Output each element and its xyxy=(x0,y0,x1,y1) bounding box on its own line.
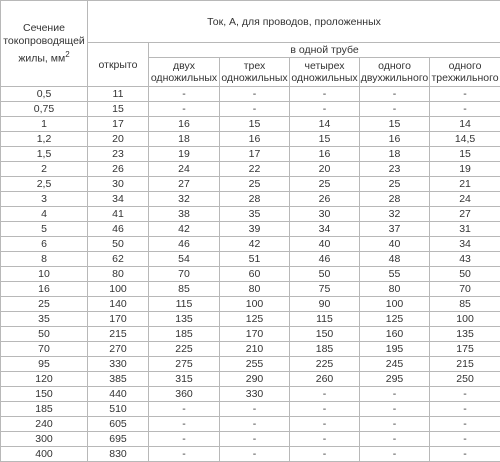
header-current: Ток, А, для проводов, проложенных xyxy=(88,1,500,43)
cell-four-single: 90 xyxy=(290,297,360,312)
cell-section: 16 xyxy=(1,282,88,297)
cell-one-two-core: 32 xyxy=(360,207,430,222)
cell-one-three-core: 19 xyxy=(430,162,500,177)
cell-one-two-core: 100 xyxy=(360,297,430,312)
cell-open: 23 xyxy=(88,147,149,162)
cell-two-single: - xyxy=(149,447,220,462)
cell-four-single: - xyxy=(290,87,360,102)
cell-two-single: 275 xyxy=(149,357,220,372)
cell-four-single: - xyxy=(290,432,360,447)
cell-three-single: - xyxy=(220,87,290,102)
cell-section: 2,5 xyxy=(1,177,88,192)
cell-two-single: - xyxy=(149,432,220,447)
cell-two-single: 115 xyxy=(149,297,220,312)
cell-section: 10 xyxy=(1,267,88,282)
cell-section: 35 xyxy=(1,312,88,327)
cell-four-single: 46 xyxy=(290,252,360,267)
cell-three-single: 25 xyxy=(220,177,290,192)
cell-section: 6 xyxy=(1,237,88,252)
table-body xyxy=(1,87,500,462)
table-row xyxy=(1,222,500,237)
cell-section: 4 xyxy=(1,207,88,222)
cell-three-single: 39 xyxy=(220,222,290,237)
cell-two-single: - xyxy=(149,87,220,102)
cell-three-single: 15 xyxy=(220,117,290,132)
table-row xyxy=(1,357,500,372)
cell-two-single: 54 xyxy=(149,252,220,267)
cell-open: 11 xyxy=(88,87,149,102)
cell-two-single: 32 xyxy=(149,192,220,207)
cell-one-two-core: - xyxy=(360,417,430,432)
cell-open: 605 xyxy=(88,417,149,432)
cell-three-single: 125 xyxy=(220,312,290,327)
cell-section: 185 xyxy=(1,402,88,417)
cell-one-two-core: 23 xyxy=(360,162,430,177)
cell-one-two-core: 195 xyxy=(360,342,430,357)
table-row xyxy=(1,327,500,342)
table-row xyxy=(1,387,500,402)
cell-one-three-core: 24 xyxy=(430,192,500,207)
cell-three-single: 17 xyxy=(220,147,290,162)
cell-two-single: 46 xyxy=(149,237,220,252)
cell-four-single: 260 xyxy=(290,372,360,387)
cell-one-two-core: 16 xyxy=(360,132,430,147)
cell-three-single: 80 xyxy=(220,282,290,297)
cell-one-three-core: 50 xyxy=(430,267,500,282)
cell-section: 2 xyxy=(1,162,88,177)
table-row xyxy=(1,267,500,282)
cell-two-single: 42 xyxy=(149,222,220,237)
cell-two-single: 16 xyxy=(149,117,220,132)
cell-three-single: 170 xyxy=(220,327,290,342)
header-in-one-pipe: в одной трубе xyxy=(149,43,500,58)
cell-one-three-core: 43 xyxy=(430,252,500,267)
cell-one-two-core: 25 xyxy=(360,177,430,192)
cell-open: 34 xyxy=(88,192,149,207)
cell-two-single: 24 xyxy=(149,162,220,177)
table-row xyxy=(1,162,500,177)
table-row xyxy=(1,282,500,297)
cell-one-three-core: 250 xyxy=(430,372,500,387)
cell-open: 46 xyxy=(88,222,149,237)
cell-one-two-core: 80 xyxy=(360,282,430,297)
cell-one-three-core: 27 xyxy=(430,207,500,222)
cell-one-two-core: 37 xyxy=(360,222,430,237)
cell-three-single: 210 xyxy=(220,342,290,357)
cell-section: 0,75 xyxy=(1,102,88,117)
cell-one-three-core: - xyxy=(430,432,500,447)
cell-open: 440 xyxy=(88,387,149,402)
cell-four-single: 225 xyxy=(290,357,360,372)
cell-one-two-core: - xyxy=(360,87,430,102)
table-row xyxy=(1,207,500,222)
cell-one-two-core: - xyxy=(360,102,430,117)
cell-one-three-core: - xyxy=(430,417,500,432)
header-two-single-core: двух одножильных xyxy=(149,58,220,87)
table-row xyxy=(1,417,500,432)
cell-four-single: 14 xyxy=(290,117,360,132)
cell-four-single: - xyxy=(290,417,360,432)
cell-one-two-core: 125 xyxy=(360,312,430,327)
header-one-two-core: одного двухжильного xyxy=(360,58,430,87)
cell-one-two-core: 18 xyxy=(360,147,430,162)
cell-one-two-core: - xyxy=(360,387,430,402)
table-row xyxy=(1,342,500,357)
cell-open: 215 xyxy=(88,327,149,342)
cell-three-single: - xyxy=(220,447,290,462)
cell-open: 140 xyxy=(88,297,149,312)
cell-four-single: 150 xyxy=(290,327,360,342)
table-row xyxy=(1,87,500,102)
cell-three-single: 28 xyxy=(220,192,290,207)
cell-three-single: 60 xyxy=(220,267,290,282)
cell-three-single: 100 xyxy=(220,297,290,312)
cell-two-single: 360 xyxy=(149,387,220,402)
table-row xyxy=(1,297,500,312)
cell-four-single: 15 xyxy=(290,132,360,147)
cell-section: 1 xyxy=(1,117,88,132)
cell-three-single: 51 xyxy=(220,252,290,267)
cell-one-three-core: - xyxy=(430,402,500,417)
cell-one-three-core: 21 xyxy=(430,177,500,192)
header-section-line3: жилы, мм xyxy=(18,52,65,64)
cell-two-single: 85 xyxy=(149,282,220,297)
cell-four-single: 25 xyxy=(290,177,360,192)
header-one-three-core: одного трехжильного xyxy=(430,58,500,87)
cell-two-single: - xyxy=(149,102,220,117)
cell-four-single: 26 xyxy=(290,192,360,207)
cell-two-single: 225 xyxy=(149,342,220,357)
cell-three-single: 330 xyxy=(220,387,290,402)
cell-one-two-core: 28 xyxy=(360,192,430,207)
table-row xyxy=(1,447,500,462)
cell-one-two-core: 245 xyxy=(360,357,430,372)
cell-three-single: 255 xyxy=(220,357,290,372)
cell-section: 1,5 xyxy=(1,147,88,162)
cell-one-three-core: 100 xyxy=(430,312,500,327)
cell-four-single: 40 xyxy=(290,237,360,252)
cell-one-two-core: 40 xyxy=(360,237,430,252)
cell-open: 330 xyxy=(88,357,149,372)
cell-four-single: - xyxy=(290,402,360,417)
table-row xyxy=(1,177,500,192)
cell-one-three-core: 70 xyxy=(430,282,500,297)
table-row xyxy=(1,312,500,327)
cell-one-three-core: 215 xyxy=(430,357,500,372)
header-section-line1: Сечение xyxy=(23,22,65,34)
cell-four-single: 185 xyxy=(290,342,360,357)
cell-section: 70 xyxy=(1,342,88,357)
cell-three-single: 16 xyxy=(220,132,290,147)
table-row xyxy=(1,402,500,417)
table-row xyxy=(1,117,500,132)
cell-three-single: 35 xyxy=(220,207,290,222)
cell-four-single: 34 xyxy=(290,222,360,237)
table-row xyxy=(1,372,500,387)
header-open: открыто xyxy=(88,43,149,87)
cell-open: 830 xyxy=(88,447,149,462)
cell-three-single: 290 xyxy=(220,372,290,387)
header-four-single-core: четырех одножильных xyxy=(290,58,360,87)
cell-open: 510 xyxy=(88,402,149,417)
cell-one-three-core: 15 xyxy=(430,147,500,162)
cell-section: 300 xyxy=(1,432,88,447)
cell-one-two-core: - xyxy=(360,447,430,462)
cell-section: 8 xyxy=(1,252,88,267)
cell-three-single: - xyxy=(220,432,290,447)
cell-one-two-core: 160 xyxy=(360,327,430,342)
cell-section: 150 xyxy=(1,387,88,402)
cell-three-single: - xyxy=(220,402,290,417)
cell-section: 5 xyxy=(1,222,88,237)
cell-one-three-core: 31 xyxy=(430,222,500,237)
cell-one-three-core: 175 xyxy=(430,342,500,357)
cell-four-single: 115 xyxy=(290,312,360,327)
cell-one-two-core: - xyxy=(360,402,430,417)
cell-section: 240 xyxy=(1,417,88,432)
cell-one-three-core: - xyxy=(430,102,500,117)
cell-four-single: 50 xyxy=(290,267,360,282)
cell-section: 3 xyxy=(1,192,88,207)
cell-open: 17 xyxy=(88,117,149,132)
table-row xyxy=(1,192,500,207)
cell-one-two-core: 55 xyxy=(360,267,430,282)
header-section-line2: токопроводящей xyxy=(3,35,85,47)
cell-section: 120 xyxy=(1,372,88,387)
table-row xyxy=(1,147,500,162)
cell-open: 41 xyxy=(88,207,149,222)
cell-open: 385 xyxy=(88,372,149,387)
cell-section: 50 xyxy=(1,327,88,342)
cell-three-single: 42 xyxy=(220,237,290,252)
cell-three-single: - xyxy=(220,417,290,432)
cell-section: 25 xyxy=(1,297,88,312)
cell-two-single: 315 xyxy=(149,372,220,387)
cell-one-three-core: 34 xyxy=(430,237,500,252)
cell-two-single: 38 xyxy=(149,207,220,222)
cell-one-three-core: - xyxy=(430,447,500,462)
cell-section: 95 xyxy=(1,357,88,372)
cell-four-single: 16 xyxy=(290,147,360,162)
table-header xyxy=(1,1,500,87)
cell-three-single: - xyxy=(220,102,290,117)
cell-open: 80 xyxy=(88,267,149,282)
cell-one-three-core: 135 xyxy=(430,327,500,342)
cell-one-two-core: - xyxy=(360,432,430,447)
table-row xyxy=(1,237,500,252)
header-section-superscript: 2 xyxy=(65,50,69,59)
cell-one-three-core: 14,5 xyxy=(430,132,500,147)
cell-one-three-core: 85 xyxy=(430,297,500,312)
table-row xyxy=(1,132,500,147)
cell-four-single: 75 xyxy=(290,282,360,297)
cell-four-single: - xyxy=(290,447,360,462)
cell-open: 62 xyxy=(88,252,149,267)
header-three-single-core: трех одножильных xyxy=(220,58,290,87)
cell-one-three-core: - xyxy=(430,87,500,102)
cell-open: 15 xyxy=(88,102,149,117)
cell-four-single: - xyxy=(290,387,360,402)
cell-two-single: - xyxy=(149,402,220,417)
header-cross-section xyxy=(1,1,88,87)
cell-open: 30 xyxy=(88,177,149,192)
cell-one-three-core: 14 xyxy=(430,117,500,132)
cell-one-two-core: 15 xyxy=(360,117,430,132)
cell-open: 170 xyxy=(88,312,149,327)
cell-open: 695 xyxy=(88,432,149,447)
cell-two-single: 185 xyxy=(149,327,220,342)
cell-four-single: - xyxy=(290,102,360,117)
cell-one-three-core: - xyxy=(430,387,500,402)
cell-section: 0,5 xyxy=(1,87,88,102)
cell-open: 20 xyxy=(88,132,149,147)
cell-two-single: 19 xyxy=(149,147,220,162)
table-row xyxy=(1,102,500,117)
cell-two-single: 18 xyxy=(149,132,220,147)
cell-open: 270 xyxy=(88,342,149,357)
cell-one-two-core: 48 xyxy=(360,252,430,267)
cell-two-single: - xyxy=(149,417,220,432)
cell-three-single: 22 xyxy=(220,162,290,177)
cell-section: 400 xyxy=(1,447,88,462)
cell-open: 50 xyxy=(88,237,149,252)
cell-section: 1,2 xyxy=(1,132,88,147)
cell-two-single: 27 xyxy=(149,177,220,192)
table-row xyxy=(1,252,500,267)
cell-two-single: 135 xyxy=(149,312,220,327)
cell-four-single: 30 xyxy=(290,207,360,222)
table-row xyxy=(1,432,500,447)
cell-four-single: 20 xyxy=(290,162,360,177)
cell-one-two-core: 295 xyxy=(360,372,430,387)
cell-open: 100 xyxy=(88,282,149,297)
cell-two-single: 70 xyxy=(149,267,220,282)
cell-open: 26 xyxy=(88,162,149,177)
